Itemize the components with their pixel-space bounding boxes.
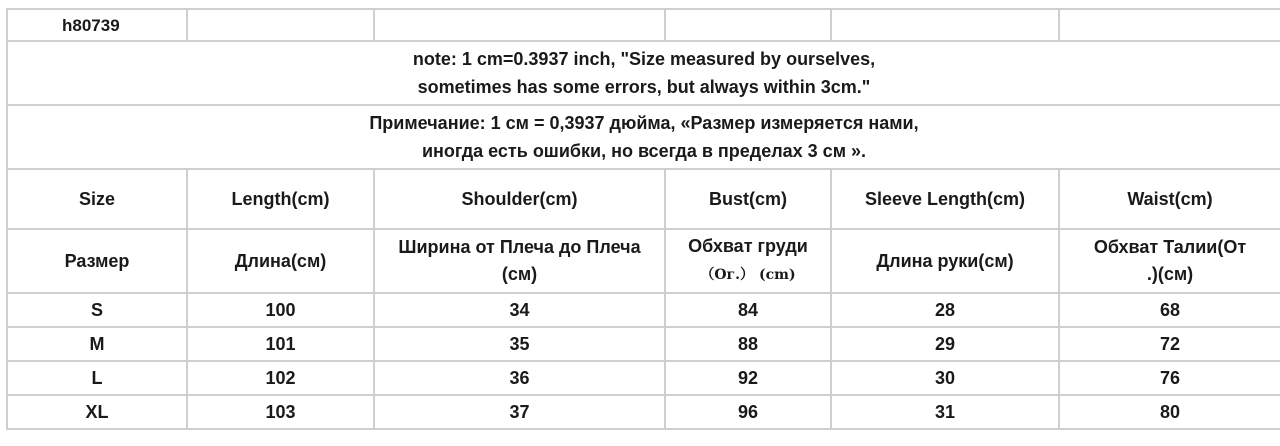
bust-cell: 92 (665, 361, 831, 395)
header-waist-ru (1059, 229, 1280, 293)
note-english (7, 41, 1280, 105)
header-english-row (7, 169, 1280, 229)
table-row (7, 395, 1280, 429)
sleeve-cell: 28 (831, 293, 1059, 327)
header-russian-row (7, 229, 1280, 293)
shoulder-cell: 34 (374, 293, 665, 327)
note-english-line-2: sometimes has some errors, but always within 3cm." (417, 77, 871, 97)
table-row (7, 361, 1280, 395)
length-cell: 100 (187, 293, 374, 327)
header-waist: Waist(cm) (1059, 169, 1280, 229)
table-row (7, 327, 1280, 361)
bust-cell: 96 (665, 395, 831, 429)
note-russian-row (7, 105, 1280, 169)
empty-cell (187, 9, 374, 41)
header-bust-ru-line-1: Обхват груди (688, 236, 808, 256)
header-shoulder-ru-line-1: Ширина от Плеча до Плеча (398, 237, 641, 257)
size-chart-table (6, 8, 1280, 430)
header-sleeve-ru: Длина руки(см) (831, 229, 1059, 293)
header-bust-ru (665, 229, 831, 293)
size-cell: L (7, 361, 187, 395)
shoulder-cell: 36 (374, 361, 665, 395)
header-bust-ru-abbr: （Ог.） (700, 267, 755, 283)
header-sleeve-length: Sleeve Length(cm) (831, 169, 1059, 229)
size-cell: M (7, 327, 187, 361)
size-cell: S (7, 293, 187, 327)
header-bust-ru-unit: (cm) (759, 267, 796, 283)
empty-cell (374, 9, 665, 41)
length-cell: 102 (187, 361, 374, 395)
size-cell: XL (7, 395, 187, 429)
header-length: Length(cm) (187, 169, 374, 229)
shoulder-cell: 35 (374, 327, 665, 361)
table-row (7, 293, 1280, 327)
waist-cell: 76 (1059, 361, 1280, 395)
sleeve-cell: 31 (831, 395, 1059, 429)
length-cell: 103 (187, 395, 374, 429)
header-waist-ru-line-1: Обхват Талии(От (1093, 237, 1247, 257)
header-waist-ru-line-2: .)(см) (1146, 264, 1194, 284)
empty-cell (1059, 9, 1280, 41)
header-length-ru: Длина(см) (187, 229, 374, 293)
note-russian-line-1: Примечание: 1 см = 0,3937 дюйма, «Размер измеряется нами, (369, 113, 919, 133)
empty-cell (665, 9, 831, 41)
header-size-ru: Размер (7, 229, 187, 293)
header-shoulder: Shoulder(cm) (374, 169, 665, 229)
product-id: h80739 (7, 9, 187, 41)
note-english-row (7, 41, 1280, 105)
header-shoulder-ru-line-2: (см) (501, 264, 538, 284)
waist-cell: 80 (1059, 395, 1280, 429)
length-cell: 101 (187, 327, 374, 361)
header-size: Size (7, 169, 187, 229)
bust-cell: 88 (665, 327, 831, 361)
product-id-row (7, 9, 1280, 41)
waist-cell: 72 (1059, 327, 1280, 361)
shoulder-cell: 37 (374, 395, 665, 429)
bust-cell: 84 (665, 293, 831, 327)
note-russian-line-2: иногда есть ошибки, но всегда в пределах 3 см ». (421, 141, 867, 161)
header-shoulder-ru (374, 229, 665, 293)
sleeve-cell: 30 (831, 361, 1059, 395)
note-russian (7, 105, 1280, 169)
note-english-line-1: note: 1 cm=0.3937 inch, "Size measured by ourselves, (412, 49, 876, 69)
header-bust: Bust(cm) (665, 169, 831, 229)
empty-cell (831, 9, 1059, 41)
waist-cell: 68 (1059, 293, 1280, 327)
sleeve-cell: 29 (831, 327, 1059, 361)
